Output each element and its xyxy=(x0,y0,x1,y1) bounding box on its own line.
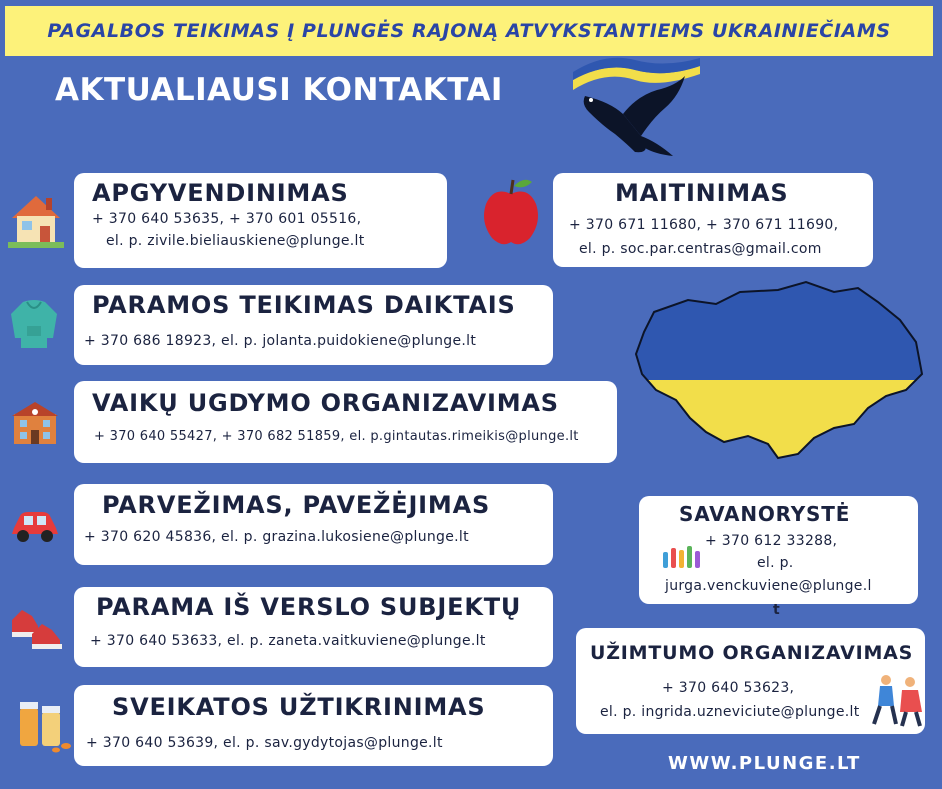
card-food xyxy=(553,173,873,267)
clothing-icon xyxy=(7,298,61,350)
dancing-people-icon xyxy=(872,672,924,728)
card-housing-phones: + 370 640 53635, + 370 601 05516, xyxy=(92,211,362,227)
medicine-bottles-icon xyxy=(16,698,76,754)
card-employment-title: UŽIMTUMO ORGANIZAVIMAS xyxy=(590,642,914,664)
card-volunteer-phone: + 370 612 33288, xyxy=(705,533,838,549)
card-housing-title: APGYVENDINIMAS xyxy=(92,179,349,207)
card-goods xyxy=(74,285,553,365)
card-health xyxy=(74,685,553,766)
card-volunteer-email: jurga.venckuviene@plunge.l xyxy=(665,578,872,594)
card-volunteer-label: el. p. xyxy=(757,555,794,571)
card-transport xyxy=(74,484,553,565)
sneakers-icon xyxy=(8,604,64,650)
card-volunteer-email-tail: t xyxy=(773,602,780,618)
card-business-title: PARAMA IŠ VERSLO SUBJEKTŲ xyxy=(96,593,522,621)
page-title: AKTUALIAUSI KONTAKTAI xyxy=(55,72,503,108)
website-link[interactable]: WWW.PLUNGE.LT xyxy=(668,753,861,774)
top-banner xyxy=(5,6,933,56)
card-food-email: el. p. soc.par.centras@gmail.com xyxy=(579,241,822,257)
card-health-title: SVEIKATOS UŽTIKRINIMAS xyxy=(112,693,486,721)
card-housing-email: el. p. zivile.bieliauskiene@plunge.lt xyxy=(106,233,365,249)
card-employment xyxy=(576,628,925,734)
card-goods-line: + 370 686 18923, el. p. jolanta.puidokiene@plunge.lt xyxy=(84,333,477,349)
raised-hands-icon xyxy=(661,546,707,570)
banner-title: PAGALBOS TEIKIMAS Į PLUNGĖS RAJONĄ ATVYKSTANTIEMS UKRAINIEČIAMS xyxy=(47,20,891,42)
card-food-phones: + 370 671 11680, + 370 671 11690, xyxy=(569,217,839,233)
card-goods-title: PARAMOS TEIKIMAS DAIKTAIS xyxy=(92,291,516,319)
card-employment-phone: + 370 640 53623, xyxy=(662,680,795,696)
card-housing xyxy=(74,173,447,268)
card-education xyxy=(74,381,617,463)
card-employment-email: el. p. ingrida.uzneviciute@plunge.lt xyxy=(600,704,860,720)
card-food-title: MAITINIMAS xyxy=(615,179,789,207)
card-education-line: + 370 640 55427, + 370 682 51859, el. p.gintautas.rimeikis@plunge.lt xyxy=(94,429,579,444)
card-volunteer xyxy=(639,496,918,604)
house-icon xyxy=(8,190,64,248)
ukraine-map-icon xyxy=(628,278,928,478)
card-business-line: + 370 640 53633, el. p. zaneta.vaitkuviene@plunge.lt xyxy=(90,633,486,649)
dove-with-flag-icon xyxy=(565,52,715,157)
card-health-line: + 370 640 53639, el. p. sav.gydytojas@plunge.lt xyxy=(86,735,443,751)
card-transport-line: + 370 620 45836, el. p. grazina.lukosiene@plunge.lt xyxy=(84,529,469,545)
car-icon xyxy=(10,506,60,544)
card-business xyxy=(74,587,553,667)
school-building-icon xyxy=(12,402,58,446)
card-transport-title: PARVEŽIMAS, PAVEŽĖJIMAS xyxy=(102,491,491,519)
card-education-title: VAIKŲ UGDYMO ORGANIZAVIMAS xyxy=(92,389,559,417)
apple-icon xyxy=(480,176,542,248)
card-volunteer-title: SAVANORYSTĖ xyxy=(679,502,851,526)
